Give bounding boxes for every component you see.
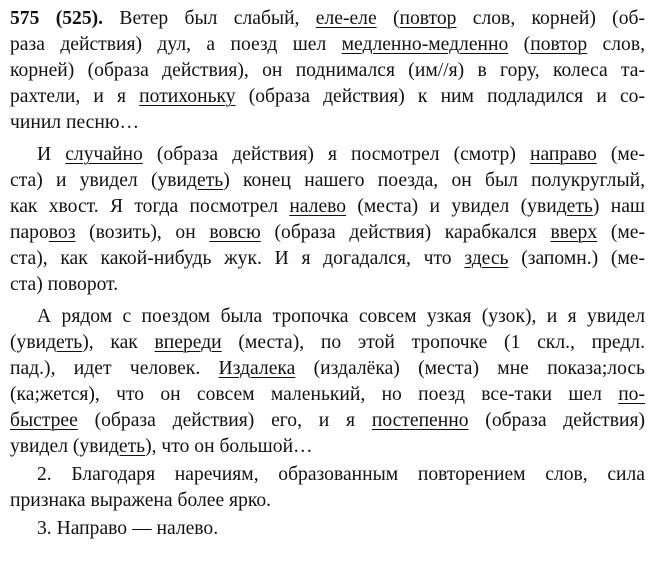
text-segment: ста) и увидел (уви: [10, 170, 188, 191]
paragraph-line: [10, 272, 645, 298]
adverb-underlined: впереди: [154, 332, 222, 353]
text-segment: (образа действия) его, и я: [77, 410, 372, 431]
root-underlined: воз: [48, 222, 76, 243]
text-segment: Ветер был слабый,: [119, 8, 316, 29]
answer-text: 2. Благодаря наречиям, образованным повторением слов, сила: [37, 464, 645, 485]
suffix-underlined: деть: [46, 332, 83, 353]
paragraph-line: [10, 356, 645, 382]
paragraph-line: [10, 84, 645, 110]
paragraph-line: [10, 330, 645, 356]
text-segment: (места), по этой тропочке (1 скл., предл.: [221, 332, 645, 353]
adverb-underlined: здесь: [464, 248, 509, 269]
answer-text: 3. Направо — налево.: [37, 518, 219, 539]
paragraph-line: [10, 58, 645, 84]
text-segment: (: [508, 34, 531, 55]
paragraph-line: [10, 168, 645, 194]
adverb-underlined: направо: [529, 144, 597, 165]
text-segment: за;: [585, 358, 608, 379]
paragraph-line: [37, 142, 645, 168]
text-segment: (запомн.) (ме-: [508, 248, 646, 269]
adverb-underlined: потихоньку: [139, 86, 236, 107]
paragraph-line: [10, 408, 645, 434]
suffix-underlined: деть: [187, 170, 224, 191]
text-segment: ), что он большой…: [145, 436, 313, 457]
morpheme-underlined: повтор: [399, 8, 457, 29]
text-segment: раза действия) дул, а поезд шел: [10, 34, 342, 55]
text-segment: как хвост. Я тогда посмотрел: [10, 196, 290, 217]
paragraph-line: [10, 194, 645, 220]
text-segment: корней) (образа действия), он поднимался (им//я) в гору, колеса та-: [10, 60, 645, 81]
text-segment: ) конец нашего поезда, он был полукруглый,: [223, 170, 645, 191]
adverb-underlined: быстрее: [10, 410, 78, 431]
text-segment: чинил песню…: [10, 112, 140, 133]
adverb-underlined: вовсю: [209, 222, 261, 243]
text-segment: ста) поворот.: [10, 274, 119, 295]
text-segment: (ка;: [10, 384, 40, 405]
suffix-underlined: деть: [108, 436, 146, 457]
morpheme-underlined: повтор: [530, 34, 588, 55]
suffix-underlined: деть: [556, 196, 593, 217]
paragraph-line: [37, 304, 645, 330]
adverb-underlined: медленно-медленно: [341, 34, 509, 55]
text-segment: (издалёка) (места) мне пока: [295, 358, 586, 379]
paragraph-line: [10, 434, 645, 460]
paragraph-line: [10, 382, 645, 408]
answer-line: [37, 516, 645, 542]
text-segment: ста), как какой-нибудь жук. И я догадался, что: [10, 248, 465, 269]
text-segment: увидел (уви: [10, 436, 109, 457]
text-segment: ), как: [82, 332, 155, 353]
adverb-underlined: еле-еле: [315, 8, 377, 29]
text-segment: А рядом с поездом была тропочка совсем узкая (узок), и я увидел: [37, 306, 645, 327]
text-segment: пад.), идет человек.: [10, 358, 219, 379]
exercise-number: 575 (525).: [10, 8, 104, 29]
adverb-underlined: случайно: [65, 144, 143, 165]
text-segment: (образа действия) карабкался: [260, 222, 551, 243]
text-segment: возить: [95, 222, 151, 243]
text-segment: (: [75, 222, 96, 243]
answer-line: [10, 488, 645, 514]
paragraph-line: [10, 6, 645, 32]
text-segment: лось: [607, 358, 645, 379]
text-segment: (уви: [10, 332, 47, 353]
text-segment: (места) и увидел (уви: [346, 196, 557, 217]
answer-text: признака выражена более ярко.: [10, 490, 272, 511]
text-segment: (: [376, 8, 400, 29]
text-segment: рахтели, и я: [10, 86, 140, 107]
text-segment: (образа действия) я посмотрел (смотр): [142, 144, 530, 165]
paragraph-line: [10, 110, 645, 136]
text-segment: (образа действия): [468, 410, 645, 431]
answer-line: [37, 462, 645, 488]
paragraph-line: [10, 220, 645, 246]
text-segment: (ме-: [596, 144, 645, 165]
paragraph-line: [10, 246, 645, 272]
text-segment: ), он: [150, 222, 210, 243]
text-segment: жется), что он совсем маленький, но поезд все-таки шел: [39, 384, 619, 405]
adverb-underlined: вверх: [550, 222, 598, 243]
text-segment: паро: [10, 222, 49, 243]
text-segment: (ме-: [597, 222, 645, 243]
adverb-underlined: постепенно: [371, 410, 469, 431]
text-segment: И: [37, 144, 66, 165]
text-segment: ) наш: [592, 196, 645, 217]
text-segment: слов, корней) (об-: [456, 8, 645, 29]
text-segment: (образа действия) к ним подладился и со-: [235, 86, 645, 107]
adverb-underlined: налево: [289, 196, 347, 217]
adverb-underlined: по-: [618, 384, 645, 405]
text-segment: слов,: [587, 34, 645, 55]
adverb-underlined: Издалека: [218, 358, 296, 379]
paragraph-line: [10, 32, 645, 58]
